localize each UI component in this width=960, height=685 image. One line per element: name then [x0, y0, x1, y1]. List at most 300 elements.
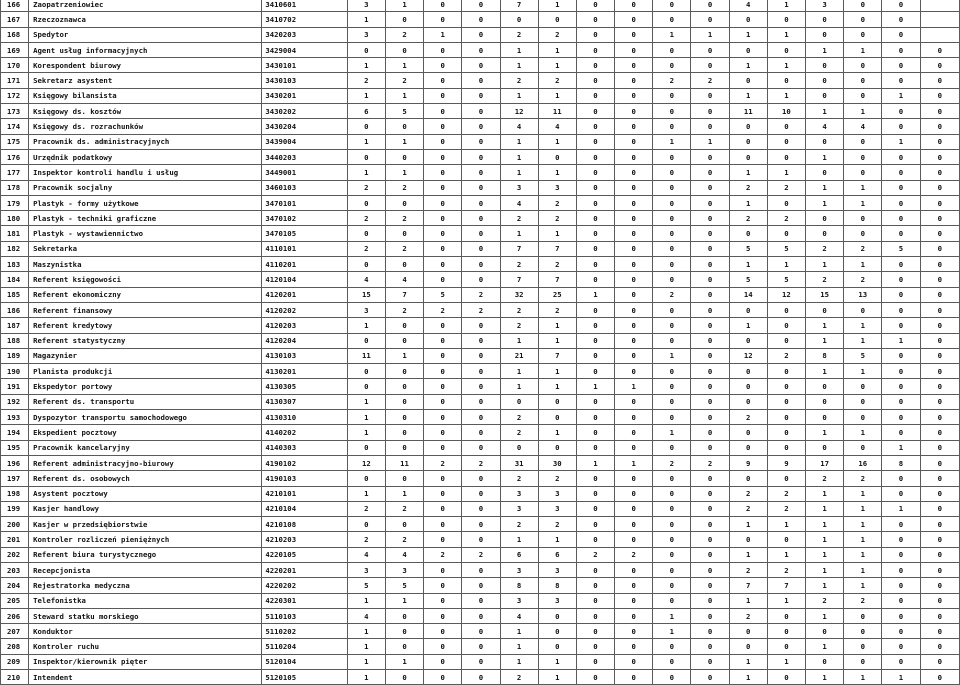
value-cell: 0 [462, 532, 500, 547]
value-cell: 1 [385, 348, 423, 363]
value-cell: 5 [424, 287, 462, 302]
value-cell [920, 0, 959, 12]
value-cell: 0 [424, 195, 462, 210]
value-cell: 0 [347, 517, 385, 532]
value-cell: 4 [385, 547, 423, 562]
value-cell: 0 [615, 195, 653, 210]
value-cell: 0 [615, 486, 653, 501]
value-cell: 1 [500, 42, 538, 57]
table-row [1, 379, 960, 394]
value-cell: 0 [385, 333, 423, 348]
value-cell: 0 [615, 578, 653, 593]
value-cell: 1 [615, 379, 653, 394]
value-cell: 0 [844, 149, 882, 164]
value-cell: 11 [729, 104, 767, 119]
occupation-code-cell: 4120201 [262, 287, 347, 302]
value-cell: 0 [882, 226, 920, 241]
value-cell: 0 [576, 471, 614, 486]
value-cell: 1 [844, 517, 882, 532]
table-row [1, 165, 960, 180]
value-cell: 0 [729, 379, 767, 394]
occupation-code-cell: 3470102 [262, 211, 347, 226]
value-cell: 0 [806, 73, 844, 88]
value-cell: 2 [729, 410, 767, 425]
value-cell: 1 [500, 639, 538, 654]
value-cell: 0 [462, 180, 500, 195]
value-cell: 0 [691, 486, 729, 501]
value-cell: 4 [500, 119, 538, 134]
value-cell: 0 [576, 425, 614, 440]
value-cell: 1 [576, 455, 614, 470]
value-cell: 0 [691, 180, 729, 195]
value-cell: 0 [462, 119, 500, 134]
value-cell: 0 [806, 27, 844, 42]
value-cell: 0 [844, 608, 882, 623]
value-cell: 1 [806, 257, 844, 272]
value-cell: 2 [462, 302, 500, 317]
value-cell: 1 [347, 134, 385, 149]
value-cell [920, 12, 959, 27]
value-cell: 0 [691, 532, 729, 547]
value-cell: 0 [424, 394, 462, 409]
value-cell: 0 [424, 58, 462, 73]
value-cell: 0 [691, 425, 729, 440]
row-number-cell: 192 [1, 394, 29, 409]
occupation-code-cell: 3429004 [262, 42, 347, 57]
value-cell: 1 [806, 517, 844, 532]
table-row [1, 287, 960, 302]
value-cell: 0 [615, 42, 653, 57]
value-cell: 0 [462, 379, 500, 394]
value-cell: 0 [691, 149, 729, 164]
value-cell: 0 [424, 211, 462, 226]
value-cell: 1 [806, 608, 844, 623]
value-cell: 0 [729, 333, 767, 348]
value-cell: 0 [653, 562, 691, 577]
value-cell: 0 [424, 410, 462, 425]
value-cell: 0 [882, 12, 920, 27]
value-cell: 0 [729, 471, 767, 486]
value-cell: 1 [844, 42, 882, 57]
table-body [1, 0, 960, 685]
occupation-code-cell: 3430201 [262, 88, 347, 103]
occupation-code-cell: 4130310 [262, 410, 347, 425]
value-cell: 0 [729, 12, 767, 27]
value-cell: 1 [729, 593, 767, 608]
table-row [1, 42, 960, 57]
value-cell: 0 [576, 394, 614, 409]
row-number-cell: 176 [1, 149, 29, 164]
table-row [1, 394, 960, 409]
value-cell: 0 [538, 410, 576, 425]
value-cell: 1 [767, 547, 805, 562]
value-cell: 0 [424, 226, 462, 241]
value-cell: 3 [538, 593, 576, 608]
table-row [1, 104, 960, 119]
table-row [1, 593, 960, 608]
value-cell: 0 [767, 639, 805, 654]
value-cell: 0 [576, 608, 614, 623]
value-cell: 0 [653, 379, 691, 394]
value-cell: 0 [653, 440, 691, 455]
value-cell: 0 [882, 195, 920, 210]
value-cell: 2 [729, 501, 767, 516]
value-cell: 1 [844, 333, 882, 348]
value-cell: 3 [500, 593, 538, 608]
value-cell: 0 [615, 257, 653, 272]
value-cell: 0 [653, 517, 691, 532]
value-cell: 0 [462, 134, 500, 149]
occupation-code-cell: 4110101 [262, 241, 347, 256]
value-cell: 0 [691, 287, 729, 302]
value-cell: 1 [767, 0, 805, 12]
value-cell: 17 [806, 455, 844, 470]
occupation-name-cell: Asystent pocztowy [29, 486, 262, 501]
value-cell: 0 [882, 211, 920, 226]
occupation-code-cell: 4140303 [262, 440, 347, 455]
value-cell: 7 [538, 272, 576, 287]
value-cell: 1 [729, 654, 767, 669]
value-cell: 0 [691, 119, 729, 134]
value-cell: 0 [462, 27, 500, 42]
value-cell: 6 [538, 547, 576, 562]
value-cell: 0 [806, 379, 844, 394]
value-cell: 0 [882, 165, 920, 180]
value-cell: 0 [615, 287, 653, 302]
value-cell: 0 [615, 241, 653, 256]
value-cell: 1 [347, 58, 385, 73]
value-cell: 1 [347, 425, 385, 440]
value-cell: 0 [615, 639, 653, 654]
value-cell: 0 [385, 608, 423, 623]
value-cell: 2 [767, 180, 805, 195]
value-cell: 0 [424, 501, 462, 516]
value-cell: 0 [385, 624, 423, 639]
value-cell: 1 [538, 654, 576, 669]
value-cell: 2 [691, 73, 729, 88]
table-row [1, 348, 960, 363]
value-cell: 0 [462, 578, 500, 593]
value-cell: 2 [729, 211, 767, 226]
value-cell: 0 [920, 670, 959, 685]
table-row [1, 119, 960, 134]
value-cell: 0 [538, 12, 576, 27]
value-cell: 0 [691, 348, 729, 363]
value-cell: 10 [767, 104, 805, 119]
value-cell: 0 [576, 562, 614, 577]
value-cell: 0 [576, 532, 614, 547]
row-number-cell: 177 [1, 165, 29, 180]
value-cell: 0 [576, 149, 614, 164]
row-number-cell: 190 [1, 364, 29, 379]
value-cell: 0 [653, 302, 691, 317]
value-cell: 1 [347, 88, 385, 103]
value-cell: 0 [920, 333, 959, 348]
table-row [1, 318, 960, 333]
row-number-cell: 181 [1, 226, 29, 241]
value-cell: 0 [424, 333, 462, 348]
value-cell: 0 [615, 333, 653, 348]
row-number-cell: 198 [1, 486, 29, 501]
value-cell: 2 [500, 27, 538, 42]
value-cell: 15 [347, 287, 385, 302]
row-number-cell: 189 [1, 348, 29, 363]
value-cell: 0 [920, 42, 959, 57]
value-cell: 0 [882, 394, 920, 409]
row-number-cell: 170 [1, 58, 29, 73]
value-cell: 4 [500, 195, 538, 210]
value-cell: 4 [729, 0, 767, 12]
value-cell: 0 [691, 394, 729, 409]
value-cell: 0 [424, 654, 462, 669]
occupation-name-cell: Referent kredytowy [29, 318, 262, 333]
occupation-name-cell: Dyspozytor transportu samochodowego [29, 410, 262, 425]
value-cell: 0 [691, 639, 729, 654]
value-cell: 0 [576, 272, 614, 287]
value-cell: 0 [920, 211, 959, 226]
occupation-code-cell: 4210101 [262, 486, 347, 501]
value-cell: 1 [729, 165, 767, 180]
value-cell: 2 [729, 608, 767, 623]
value-cell: 0 [424, 562, 462, 577]
value-cell: 0 [347, 149, 385, 164]
value-cell: 1 [882, 670, 920, 685]
value-cell: 0 [920, 88, 959, 103]
value-cell: 0 [653, 42, 691, 57]
value-cell: 0 [576, 119, 614, 134]
value-cell: 1 [806, 578, 844, 593]
value-cell: 16 [844, 455, 882, 470]
row-number-cell: 186 [1, 302, 29, 317]
value-cell: 0 [767, 471, 805, 486]
value-cell: 0 [576, 42, 614, 57]
value-cell: 1 [385, 165, 423, 180]
row-number-cell: 172 [1, 88, 29, 103]
value-cell: 1 [347, 165, 385, 180]
value-cell: 0 [653, 318, 691, 333]
value-cell: 0 [767, 134, 805, 149]
table-row [1, 58, 960, 73]
value-cell: 0 [576, 27, 614, 42]
value-cell: 1 [767, 165, 805, 180]
value-cell: 1 [806, 547, 844, 562]
table-row [1, 12, 960, 27]
value-cell: 2 [424, 455, 462, 470]
value-cell: 12 [729, 348, 767, 363]
value-cell: 0 [653, 471, 691, 486]
value-cell: 12 [767, 287, 805, 302]
value-cell: 9 [767, 455, 805, 470]
value-cell: 2 [347, 211, 385, 226]
occupation-code-cell: 4130103 [262, 348, 347, 363]
value-cell: 0 [462, 88, 500, 103]
value-cell: 1 [844, 104, 882, 119]
value-cell: 0 [882, 318, 920, 333]
value-cell: 2 [538, 471, 576, 486]
value-cell: 0 [424, 134, 462, 149]
value-cell: 0 [385, 670, 423, 685]
value-cell: 1 [576, 287, 614, 302]
value-cell: 0 [653, 272, 691, 287]
value-cell: 0 [691, 211, 729, 226]
value-cell: 0 [767, 12, 805, 27]
occupation-name-cell: Kontroler ruchu [29, 639, 262, 654]
occupation-name-cell: Referent ds. transportu [29, 394, 262, 409]
value-cell: 0 [576, 165, 614, 180]
value-cell: 0 [385, 394, 423, 409]
value-cell: 2 [538, 211, 576, 226]
value-cell: 1 [653, 27, 691, 42]
value-cell: 0 [462, 12, 500, 27]
value-cell: 0 [615, 670, 653, 685]
value-cell: 0 [920, 547, 959, 562]
value-cell: 7 [767, 578, 805, 593]
value-cell: 0 [691, 670, 729, 685]
value-cell: 1 [347, 318, 385, 333]
value-cell: 0 [920, 639, 959, 654]
value-cell: 0 [385, 440, 423, 455]
value-cell: 0 [882, 593, 920, 608]
value-cell: 0 [576, 639, 614, 654]
table-row [1, 425, 960, 440]
row-number-cell: 179 [1, 195, 29, 210]
value-cell: 0 [882, 180, 920, 195]
value-cell: 0 [844, 58, 882, 73]
value-cell: 0 [806, 134, 844, 149]
value-cell: 0 [844, 624, 882, 639]
value-cell: 0 [653, 654, 691, 669]
value-cell: 0 [767, 410, 805, 425]
value-cell: 1 [385, 654, 423, 669]
value-cell: 0 [767, 624, 805, 639]
row-number-cell: 209 [1, 654, 29, 669]
value-cell: 0 [576, 58, 614, 73]
value-cell: 1 [347, 593, 385, 608]
value-cell: 2 [500, 517, 538, 532]
value-cell: 0 [844, 302, 882, 317]
value-cell: 3 [500, 486, 538, 501]
value-cell: 1 [882, 501, 920, 516]
occupation-name-cell: Inspektor kontroli handlu i usług [29, 165, 262, 180]
value-cell: 0 [882, 608, 920, 623]
value-cell: 1 [538, 532, 576, 547]
value-cell: 0 [882, 272, 920, 287]
value-cell: 1 [806, 562, 844, 577]
value-cell: 3 [347, 562, 385, 577]
occupation-code-cell: 3460103 [262, 180, 347, 195]
value-cell: 0 [882, 287, 920, 302]
value-cell: 1 [538, 58, 576, 73]
value-cell: 0 [576, 364, 614, 379]
value-cell: 1 [767, 58, 805, 73]
value-cell: 2 [347, 501, 385, 516]
value-cell: 2 [347, 532, 385, 547]
value-cell: 21 [500, 348, 538, 363]
value-cell: 1 [806, 670, 844, 685]
value-cell: 0 [806, 302, 844, 317]
value-cell: 0 [653, 486, 691, 501]
value-cell: 1 [806, 425, 844, 440]
occupation-name-cell: Agent usług informacyjnych [29, 42, 262, 57]
value-cell: 1 [767, 593, 805, 608]
value-cell: 0 [653, 547, 691, 562]
value-cell: 0 [462, 272, 500, 287]
value-cell: 0 [424, 165, 462, 180]
table-row [1, 149, 960, 164]
value-cell: 0 [653, 195, 691, 210]
value-cell: 1 [806, 318, 844, 333]
value-cell: 1 [347, 486, 385, 501]
value-cell: 32 [500, 287, 538, 302]
occupation-code-cell: 3439004 [262, 134, 347, 149]
value-cell: 0 [691, 88, 729, 103]
value-cell: 0 [653, 0, 691, 12]
value-cell: 0 [767, 119, 805, 134]
value-cell: 1 [806, 180, 844, 195]
table-row [1, 180, 960, 195]
value-cell: 0 [882, 547, 920, 562]
value-cell: 1 [538, 364, 576, 379]
value-cell: 0 [844, 211, 882, 226]
value-cell: 0 [920, 455, 959, 470]
value-cell: 2 [538, 195, 576, 210]
value-cell: 1 [538, 670, 576, 685]
value-cell: 0 [920, 149, 959, 164]
value-cell: 0 [462, 562, 500, 577]
value-cell: 2 [500, 318, 538, 333]
value-cell: 0 [844, 165, 882, 180]
value-cell: 0 [920, 287, 959, 302]
occupation-code-cell: 3430103 [262, 73, 347, 88]
value-cell: 0 [424, 379, 462, 394]
value-cell: 0 [729, 42, 767, 57]
value-cell: 0 [882, 425, 920, 440]
value-cell: 1 [729, 257, 767, 272]
table-row [1, 455, 960, 470]
value-cell: 0 [615, 608, 653, 623]
value-cell: 2 [767, 486, 805, 501]
value-cell: 1 [653, 425, 691, 440]
value-cell: 0 [347, 195, 385, 210]
occupation-code-cell: 5120104 [262, 654, 347, 669]
value-cell: 0 [920, 257, 959, 272]
value-cell: 2 [844, 593, 882, 608]
value-cell: 0 [844, 654, 882, 669]
value-cell: 0 [882, 58, 920, 73]
value-cell: 0 [462, 318, 500, 333]
row-number-cell: 210 [1, 670, 29, 685]
value-cell: 0 [882, 624, 920, 639]
value-cell: 0 [424, 440, 462, 455]
value-cell: 0 [462, 0, 500, 12]
value-cell: 1 [729, 58, 767, 73]
value-cell: 0 [806, 88, 844, 103]
value-cell: 0 [615, 180, 653, 195]
value-cell: 1 [347, 654, 385, 669]
value-cell: 0 [882, 410, 920, 425]
occupation-code-cell: 4220202 [262, 578, 347, 593]
value-cell: 0 [729, 226, 767, 241]
value-cell: 11 [538, 104, 576, 119]
value-cell: 1 [729, 27, 767, 42]
occupation-name-cell: Plastyk - formy użytkowe [29, 195, 262, 210]
table-row [1, 608, 960, 623]
value-cell: 0 [691, 333, 729, 348]
value-cell: 1 [538, 379, 576, 394]
occupation-name-cell: Księgowy ds. kosztów [29, 104, 262, 119]
value-cell: 1 [806, 639, 844, 654]
value-cell: 1 [729, 318, 767, 333]
